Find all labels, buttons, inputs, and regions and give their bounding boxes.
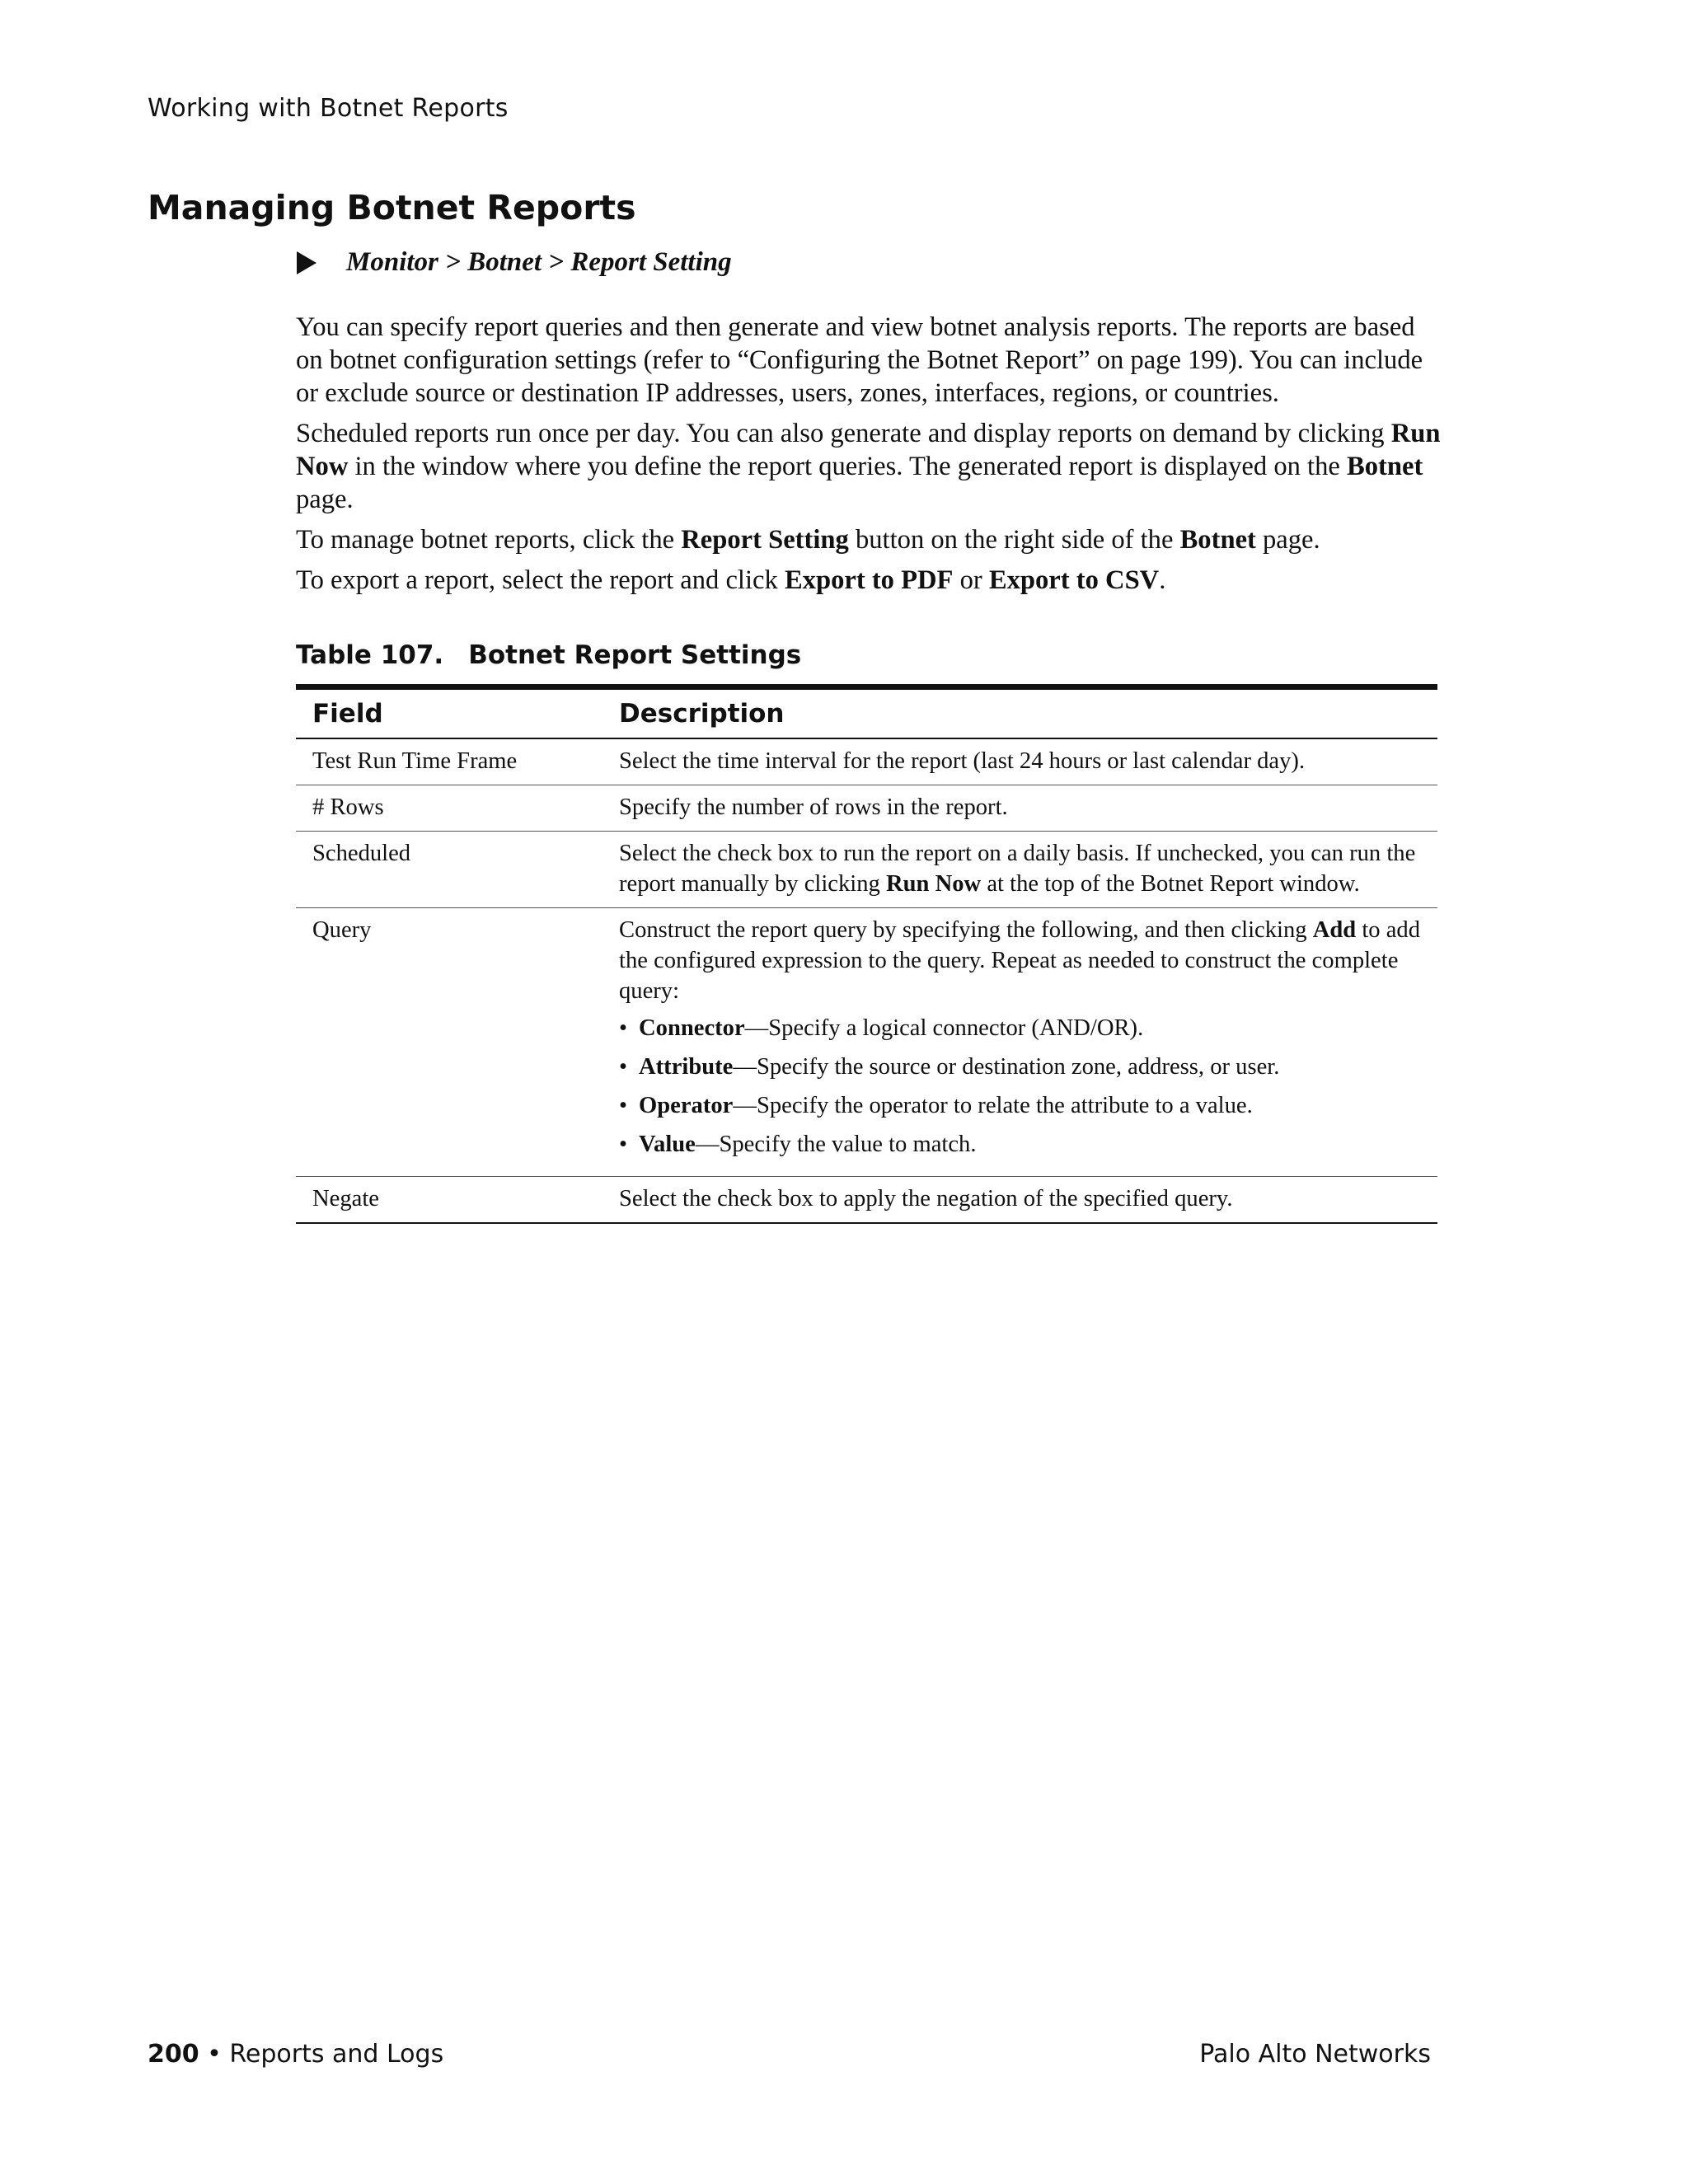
table-row	[296, 785, 1437, 832]
ui-term-botnet: Botnet	[1179, 525, 1256, 555]
text-run: at the top of the Botnet Report window.	[981, 871, 1360, 897]
table-caption	[296, 640, 801, 670]
navigation-path-text: Monitor > Botnet > Report Setting	[346, 247, 732, 277]
bullet-term: Value	[639, 1132, 696, 1157]
text-run: page.	[296, 485, 354, 514]
field-cell: Test Run Time Frame	[296, 738, 603, 785]
field-cell: Negate	[296, 1177, 603, 1224]
bullet-desc: —Specify a logical connector (AND/OR).	[744, 1015, 1144, 1041]
description-cell	[603, 908, 1437, 1177]
ui-term-run-now: Run Now	[885, 871, 982, 897]
bullet-term: Connector	[639, 1015, 745, 1041]
bullet-text	[639, 1013, 1143, 1043]
footer-company: Palo Alto Networks	[1199, 2040, 1431, 2069]
text-run: to add the configured expression to the query. Repeat as needed to construct the complete query:	[619, 917, 1421, 1004]
list-item	[619, 1052, 1421, 1082]
paragraph-intro: You can specify report queries and then generate and view botnet analysis reports. The reports are based on botnet configuration settings (refer to “Configuring the Botnet Report” on page 199). You can include or exclude source or destination IP addresses, users, zones, interfaces, regions, or countries.	[296, 312, 1423, 408]
ui-term-report-setting: Report Setting	[681, 525, 849, 555]
text-run: or	[953, 565, 989, 595]
bullet-desc: —Specify the operator to relate the attribute to a value.	[733, 1093, 1253, 1118]
table-header-row	[296, 687, 1437, 739]
ui-term-export-csv: Export to CSV	[988, 565, 1160, 595]
field-cell: # Rows	[296, 785, 603, 832]
column-header-field: Field	[296, 687, 603, 739]
ui-term-add: Add	[1312, 917, 1357, 943]
bullet-text	[639, 1052, 1279, 1082]
text-run: page.	[1255, 525, 1320, 555]
paragraph-manage	[296, 523, 1442, 556]
field-cell: Scheduled	[296, 832, 603, 908]
list-item	[619, 1090, 1421, 1121]
bullet-term: Operator	[639, 1093, 734, 1118]
text-run: To export a report, select the report and click	[296, 565, 785, 595]
table-row	[296, 738, 1437, 785]
description-cell: Select the time interval for the report (last 24 hours or last calendar day).	[603, 738, 1437, 785]
settings-table	[296, 684, 1437, 1224]
ui-term-run-now: Run Now	[296, 419, 1441, 481]
text-run: Select the check box to run the report on a daily basis. If unchecked, you can run the report manually by clicking	[619, 841, 1416, 897]
query-bullet-list	[619, 1013, 1421, 1160]
paragraph-scheduled	[296, 417, 1442, 516]
description-text	[619, 915, 1421, 1006]
bullet-icon: •	[619, 1093, 628, 1118]
bullet-icon: •	[619, 1054, 628, 1080]
text-run: in the window where you define the report queries. The generated report is displayed on the	[348, 452, 1347, 481]
list-item	[619, 1013, 1421, 1043]
bullet-term: Attribute	[639, 1054, 734, 1080]
bullet-icon: •	[619, 1132, 628, 1157]
ui-term-export-pdf: Export to PDF	[784, 565, 954, 595]
body-text	[296, 311, 1442, 604]
description-cell: Specify the number of rows in the report.	[603, 785, 1437, 832]
section-title: Managing Botnet Reports	[148, 188, 636, 227]
text-run: Scheduled reports run once per day. You can also generate and display reports on demand by clicking	[296, 419, 1391, 448]
footer-page-info	[148, 2040, 443, 2069]
bullet-icon: •	[619, 1015, 628, 1041]
running-header: Working with Botnet Reports	[148, 94, 509, 123]
table-row	[296, 908, 1437, 1177]
page-number: 200	[148, 2040, 199, 2069]
ui-term-botnet: Botnet	[1347, 452, 1423, 481]
description-cell: Select the check box to apply the negation of the specified query.	[603, 1177, 1437, 1224]
table-number: Table 107.	[296, 640, 444, 670]
field-cell: Query	[296, 908, 603, 1177]
footer-separator: •	[199, 2040, 230, 2069]
paragraph-export	[296, 564, 1442, 597]
table-title: Botnet Report Settings	[468, 640, 802, 670]
description-cell	[603, 832, 1437, 908]
text-run: To manage botnet reports, click the	[296, 525, 682, 555]
bullet-text	[639, 1129, 977, 1160]
right-triangle-icon	[297, 251, 316, 274]
table-row	[296, 1177, 1437, 1224]
text-run: Construct the report query by specifying the following, and then clicking	[619, 917, 1313, 943]
table-row	[296, 832, 1437, 908]
column-header-description: Description	[603, 687, 1437, 739]
text-run: button on the right side of the	[848, 525, 1180, 555]
list-item	[619, 1129, 1421, 1160]
text-run: .	[1159, 565, 1166, 595]
navigation-path	[297, 247, 732, 278]
bullet-desc: —Specify the source or destination zone, address, or user.	[733, 1054, 1280, 1080]
chapter-name: Reports and Logs	[229, 2040, 444, 2069]
bullet-text	[639, 1090, 1253, 1121]
bullet-desc: —Specify the value to match.	[695, 1132, 977, 1157]
